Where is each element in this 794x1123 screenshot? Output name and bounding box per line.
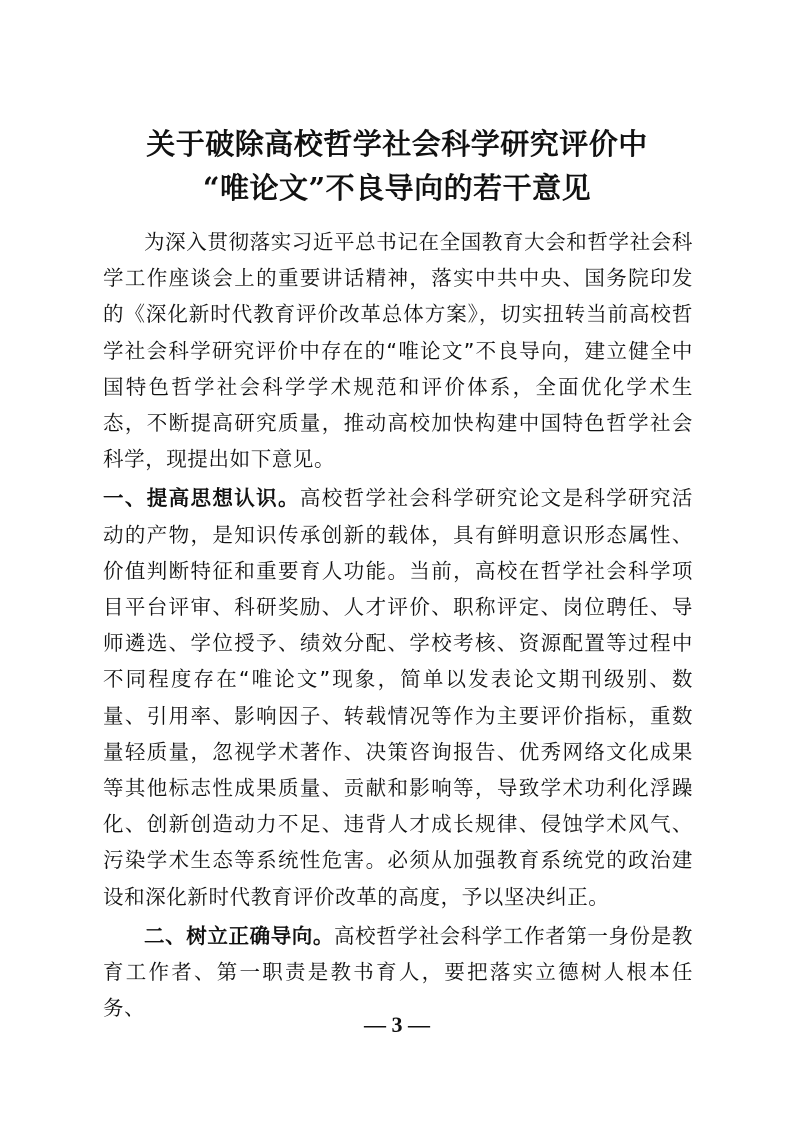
section-2-text: 高校哲学社会科学工作者第一身份是教育工作者、第一职责是教书育人，要把落实立德树人根本任务、 bbox=[103, 923, 693, 1021]
document-title-line-2: “唯论文”不良导向的若干意见 bbox=[202, 171, 592, 205]
section-1-heading: 一、提高思想认识。 bbox=[103, 486, 300, 511]
page-number: — 3 — bbox=[364, 1012, 430, 1037]
document-title-line-1: 关于破除高校哲学社会科学研究评价中 bbox=[146, 127, 648, 161]
section-1-text: 高校哲学社会科学研究论文是科学研究活动的产物，是知识传承创新的载体，具有鲜明意识形态属性、价值判断特征和重要育人功能。当前，高校在哲学社会科学项目平台评审、科研奖励、人才评价、职称评定、岗位聘任、导师遴选、学位授予、绩效分配、学校考核、资源配置等过程中不同程度存在“唯论文”现象，简单以发表论文期刊级别、数量、引用率、影响因子、转载情况等作为主要评价指标，重数量轻质量，忽视学术著作、决策咨询报告、优秀网络文化成果等其他标志性成果质量、贡献和影响等，导致学术功利化浮躁化、创新创造动力不足、违背人才成长规律、侵蚀学术风气、污染学术生态等系统性危害。必须从加强教育系统党的政治建设和深化新时代教育评价改革的高度，予以坚决纠正。 bbox=[103, 486, 693, 909]
document-body bbox=[103, 224, 693, 1026]
section-2-heading: 二、树立正确导向。 bbox=[144, 923, 335, 948]
section-1-paragraph bbox=[103, 480, 693, 914]
intro-paragraph: 为深入贯彻落实习近平总书记在全国教育大会和哲学社会科学工作座谈会上的重要讲话精神，落实中共中央、国务院印发的《深化新时代教育评价改革总体方案》，切实扭转当前高校哲学社会科学研究评价中存在的“唯论文”不良导向，建立健全中国特色哲学社会科学学术规范和评价体系，全面优化学术生态，不断提高研究质量，推动高校加快构建中国特色哲学社会科学，现提出如下意见。 bbox=[103, 230, 693, 472]
